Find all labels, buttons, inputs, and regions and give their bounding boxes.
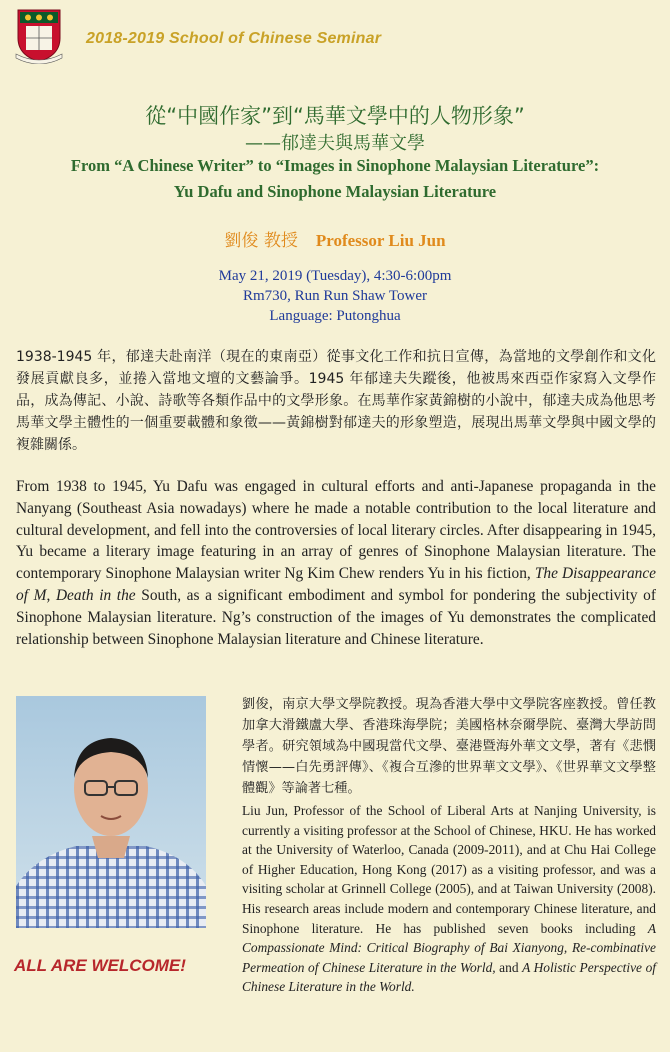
bio-en-text: Liu Jun, Professor of the School of Liberal Arts at Nanjing University, is currently a visiting professor at the School of Chinese, HKU. He has worked at the University of Waterloo, Canada (2009-2011), and at Chu Hai College of Higher Education, Hong Kong (2017) as a visiting professor, and was a visiting scholar at Grinnell College (2005), and at Taiwan University (2008). His research areas include modern and contemporary Chinese literature, and Sinophone literature. He has published seven books including (242, 803, 656, 936)
title-en-line2: Yu Dafu and Sinophone Malaysian Literature (173, 182, 497, 201)
speaker-bio-zh: 劉俊，南京大學文學院教授。現為香港大學中文學院客座教授。曾任教加拿大滑鐵盧大學、香港珠海學院；美國格林奈爾學院、臺灣大學訪問學者。研究領域為中國現當代文學、臺港暨海外華文文學，著有《悲憫情懷——白先勇評傳》、《複合互滲的世界華文文學》、《世界華文文學整體觀》等論著七種。 (242, 697, 656, 796)
abstract-en (16, 476, 656, 650)
event-language: Language: Putonghua (269, 308, 401, 324)
speaker-name-zh: 劉俊 教授 (224, 231, 298, 251)
speaker-photo (16, 696, 206, 928)
event-venue: Rm730, Run Run Shaw Tower (242, 288, 428, 304)
abstract-en-book2: Death in the (55, 586, 136, 604)
title-zh-line2: ——郁達夫與馬華文學 (245, 133, 425, 154)
bio-en-book2: A Holistic Perspective of Chinese Literature in the World. (242, 959, 656, 995)
seminar-series-title: 2018-2019 School of Chinese Seminar (86, 30, 382, 47)
bio-en-and: and (495, 959, 523, 975)
abstract-zh: 1938-1945 年，郁達夫赴南洋（現在的東南亞）從事文化工作和抗日宣傳，為當地的文學創作和文化發展貢獻良多，並捲入當地文壇的文藝論爭。1945 年郁達夫失蹤後，他被馬來西亞作家寫入文學作品，成為傳記、小說、詩歌等各類作品中的文學形象。在馬華作家黃錦樹的小說中，郁達夫成為他思考馬華文學主體性的一個重要載體和象徵——黃錦樹對郁達夫的形象塑造，展現出馬華文學與中國文學的複雜關係。 (16, 349, 656, 453)
abstract-en-sep: , (46, 586, 56, 604)
bio-en-book1: A Compassionate Mind: Critical Biography of Bai Xianyong, Re-combinative Permeation of Chinese Literature in the World, (242, 920, 656, 975)
abstract-en-text2: South, as a significant embodiment and symbol for pondering the subjectivity of Sinophone Malaysian literature. Ng’s construction of the images of Yu demonstrates the complicated relationship between Sinophone Malaysian literature and Chinese literature. (16, 586, 657, 648)
title-zh-line1: 從“中國作家”到“馬華文學中的人物形象” (145, 104, 525, 128)
all-are-welcome: ALL ARE WELCOME! (14, 956, 186, 975)
speaker-bio-en (242, 801, 656, 997)
hku-crest-logo (14, 8, 64, 64)
abstract-en-text1: From 1938 to 1945, Yu Dafu was engaged in cultural efforts and anti-Japanese propaganda in the Nanyang (Southeast Asia nowadays) where he made a notable contribution to the local literature and cultural development, and fell into the controversies of local literary circles. After disappearing in 1945, Yu became a literary image featuring in an array of genres of Sinophone Malaysian literature. The contemporary Sinophone Malaysian writer Ng Kim Chew renders Yu in his fiction, (16, 478, 656, 583)
title-en-line1: From “A Chinese Writer” to “Images in Sinophone Malaysian Literature”: (70, 156, 600, 175)
event-date: May 21, 2019 (Tuesday), 4:30-6:00pm (218, 268, 452, 284)
abstract-en-book1: The Disappearance of M (16, 565, 656, 604)
speaker-name (0, 226, 670, 251)
speaker-name-en: Professor Liu Jun (315, 231, 446, 250)
